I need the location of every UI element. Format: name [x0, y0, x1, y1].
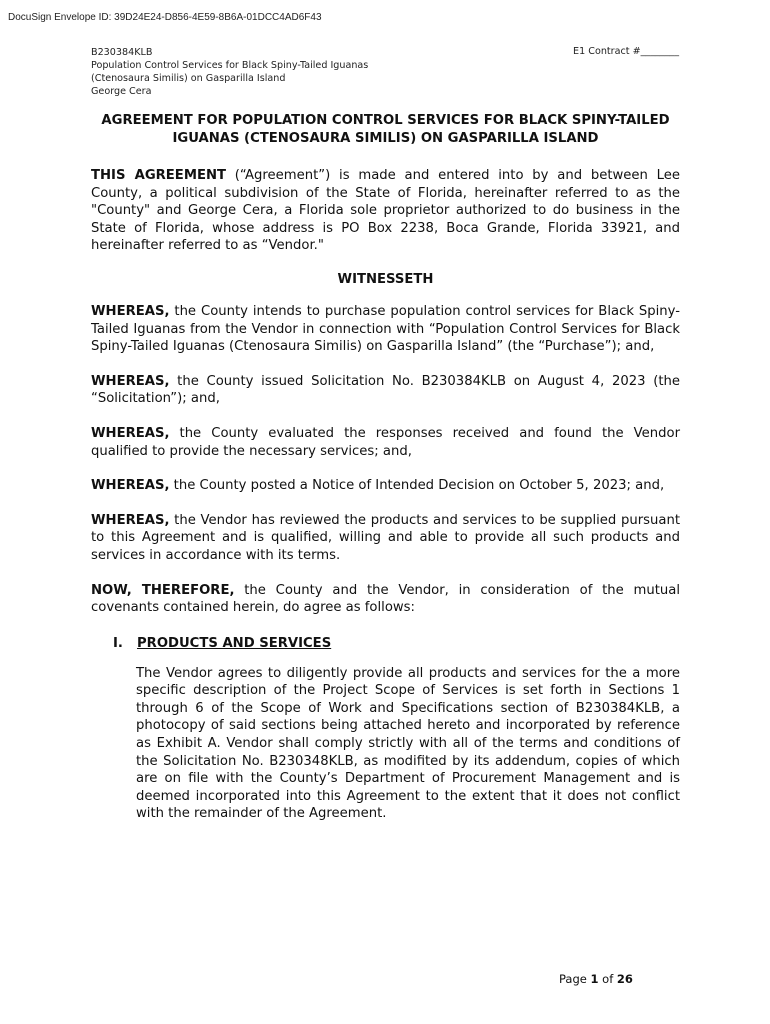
of-label: of: [602, 972, 614, 986]
page-label: Page: [559, 972, 587, 986]
whereas-lead: WHEREAS,: [91, 303, 170, 319]
total-pages: 26: [616, 972, 633, 986]
header-line: George Cera: [91, 86, 152, 97]
witnesseth-heading: WITNESSETH: [337, 271, 434, 287]
header-line: Population Control Services for Black Spiny-Tailed Iguanas: [91, 60, 369, 71]
document-body: [91, 112, 680, 823]
header-line: (Ctenosaura Similis) on Gasparilla Island: [91, 73, 286, 84]
whereas-text: the County posted a Notice of Intended Decision on October 5, 2023; and,: [169, 478, 665, 494]
section-body: The Vendor agrees to diligently provide all products and services for the a more specific description of the Project Scope of Services is set forth in Sections 1 through 6 of the Scope of Work and Specifications section of B230384KLB, a photocopy of said sections being attached hereto and incorporated by reference as Exhibit A. Vendor shall comply strictly with all of the terms and conditions of the Solicitation No. B230348KLB, as modifited by its addendum, copies of which are on file with the County’s Department of Procurement Management and is deemed incorporated into this Agreement to the extent that it does not conflict with the remainder of the Agreement.: [136, 665, 680, 822]
agreement-title: AGREEMENT FOR POPULATION CONTROL SERVICES FOR BLACK SPINY-TAILED IGUANAS (CTENOSAURA SIMILIS) ON GASPARILLA ISLAND: [101, 113, 670, 146]
whereas-text: the County evaluated the responses received and found the Vendor qualified to provide the necessary services; and,: [91, 425, 680, 459]
now-therefore-lead: NOW, THEREFORE,: [91, 582, 235, 598]
whereas-text: the County issued Solicitation No. B230384KLB on August 4, 2023 (the “Solicitation”); and,: [91, 373, 680, 407]
page-footer: [559, 972, 633, 986]
whereas-text: the County intends to purchase population control services for Black Spiny-Tailed Iguanas from the Vendor in connection with “Population Control Services for Black Spiny-Tailed Iguanas (Ctenosaura Similis) on Gasparilla Island” (the “Purchase”); and,: [91, 303, 680, 355]
current-page: 1: [590, 972, 599, 986]
section-title: PRODUCTS AND SERVICES: [137, 635, 332, 651]
whereas-paragraph: [91, 373, 680, 408]
header-line: B230384KLB: [91, 47, 153, 58]
whereas-paragraph: [91, 477, 680, 495]
whereas-lead: WHEREAS,: [91, 512, 170, 528]
whereas-lead: WHEREAS,: [91, 425, 170, 441]
whereas-lead: WHEREAS,: [91, 478, 170, 494]
intro-paragraph: [91, 167, 680, 255]
header-info: [91, 46, 368, 98]
intro-lead: THIS AGREEMENT: [91, 168, 226, 183]
envelope-id: DocuSign Envelope ID: 39D24E24-D856-4E59-8B6A-01DCC4AD6F43: [8, 12, 322, 23]
whereas-paragraph: [91, 425, 680, 460]
intro-text: (“Agreement”) is made and entered into by and between Lee County, a political subdivision of the State of Florida, hereinafter referred to as the "County" and George Cera, a Florida sole proprietor authorized to do business in the State of Florida, whose address is PO Box 2238, Boca Grande, Florida 33921, and hereinafter referred to as “Vendor.": [91, 168, 680, 254]
now-therefore-paragraph: [91, 582, 680, 617]
contract-number: E1 Contract #________: [573, 46, 679, 57]
whereas-paragraph: [91, 512, 680, 565]
whereas-lead: WHEREAS,: [91, 373, 170, 389]
section-heading: [113, 636, 680, 651]
whereas-text: the Vendor has reviewed the products and services to be supplied pursuant to this Agreement and is qualified, willing and able to provide all such products and services in accordance with its terms.: [91, 512, 680, 563]
section-number: I.: [113, 635, 123, 651]
now-therefore-text: the County and the Vendor, in consideration of the mutual covenants contained herein, do agree as follows:: [91, 582, 680, 616]
whereas-paragraph: [91, 303, 680, 356]
